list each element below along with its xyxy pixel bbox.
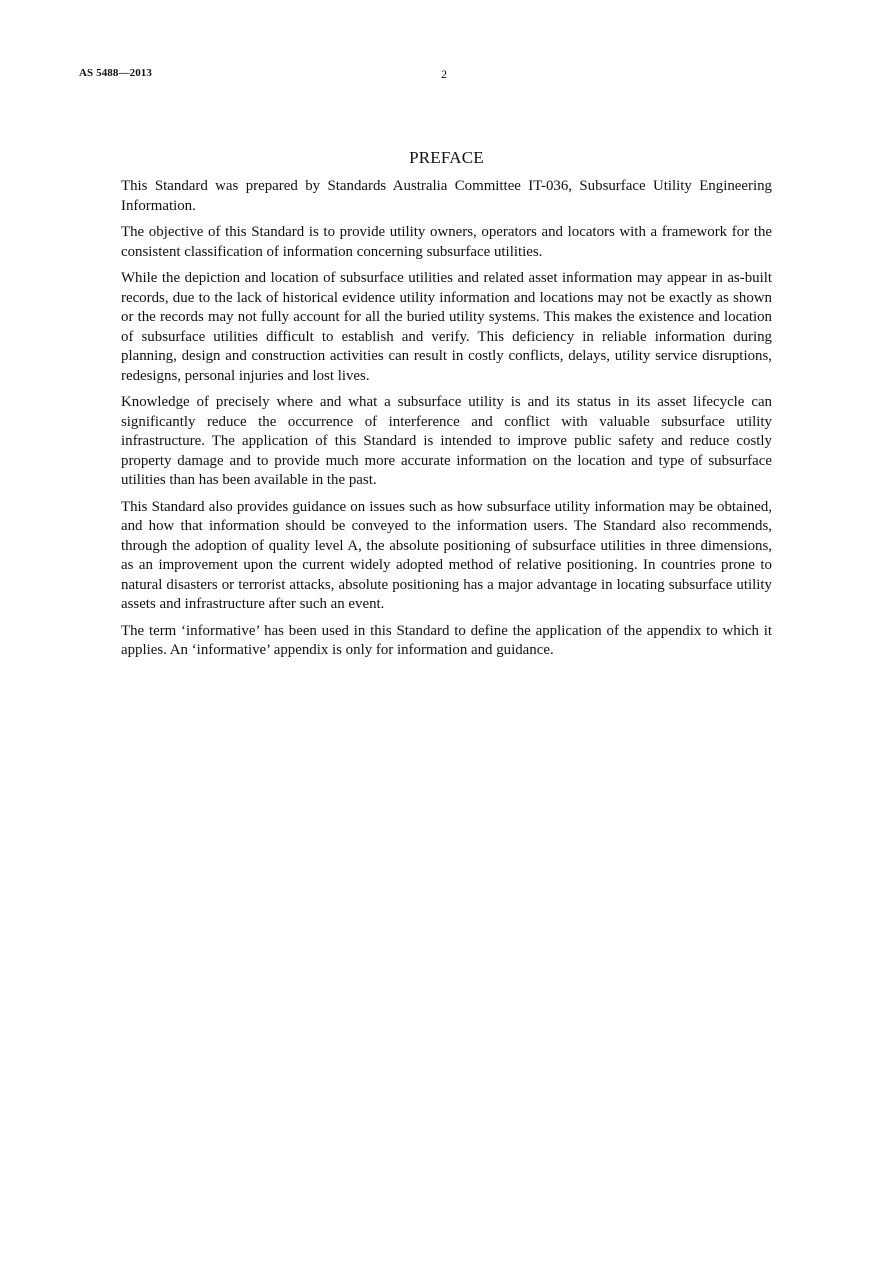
running-head-standard-id: AS 5488—2013 <box>79 67 153 79</box>
page-number: 2 <box>441 67 447 81</box>
paragraph-depiction: While the depiction and location of subsurface utilities and related asset information may appear in as-built records, due to the lack of historical evidence utility information and locations may not be exactly as shown or the records may not fully account for all the buried utility systems. This makes the existence and location of subsurface utilities difficult to establish and verify. This deficiency in reliable information during planning, design and construction activities can result in costly conflicts, delays, utility service disruptions, redesigns, personal injuries and lost lives. <box>121 270 772 384</box>
preface-section <box>121 147 772 668</box>
paragraph-objective: The objective of this Standard is to provide utility owners, operators and locators with a framework for the consistent classification of information concerning subsurface utilities. <box>121 224 772 260</box>
paragraph-knowledge: Knowledge of precisely where and what a subsurface utility is and its status in its asset lifecycle can significantly reduce the occurrence of interference and conflict with valuable subsurface utility infrastructure. The application of this Standard is intended to improve public safety and reduce costly property damage and to provide much more accurate information on the location and type of subsurface utilities than has been available in the past. <box>121 394 772 488</box>
paragraph-committee: This Standard was prepared by Standards Australia Committee IT-036, Subsurface Utility Engineering Information. <box>121 178 772 214</box>
paragraph-guidance: This Standard also provides guidance on issues such as how subsurface utility information may be obtained, and how that information should be conveyed to the information users. The Standard also recommends, through the adoption of quality level A, the absolute positioning of subsurface utilities in three dimensions, as an improvement upon the current widely adopted method of relative positioning. In countries prone to natural disasters or terrorist attacks, absolute positioning has a major advantage in locating subsurface utility assets and infrastructure after such an event. <box>121 498 772 612</box>
section-title: PREFACE <box>409 148 484 167</box>
paragraph-informative: The term ‘informative’ has been used in this Standard to define the application of the appendix to which it applies. An ‘informative’ appendix is only for information and guidance. <box>121 622 772 658</box>
